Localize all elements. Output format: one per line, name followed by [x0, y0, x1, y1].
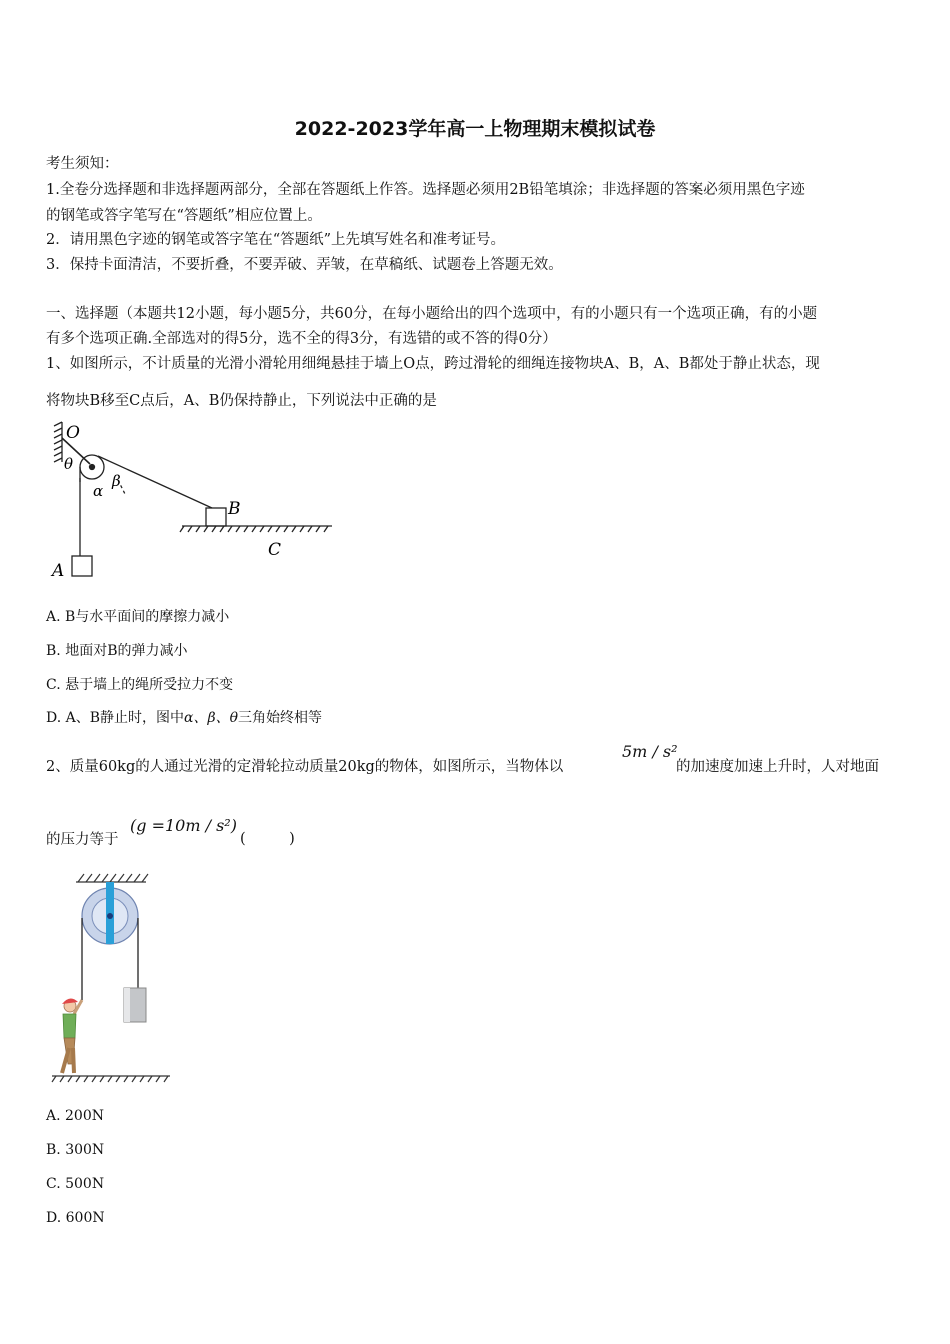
q1-stem-line-2: 将物块B移至C点后，A、B仍保持静止，下列说法中正确的是 — [46, 393, 437, 409]
q1-option-d-symbols: α、β、θ — [184, 710, 239, 726]
page-title: 2022-2023学年高一上物理期末模拟试卷 — [294, 118, 656, 140]
block-b — [206, 508, 226, 526]
q1-option-c[interactable]: C. 悬于墙上的绳所受拉力不变 — [46, 677, 234, 693]
label-a: A — [52, 561, 65, 581]
label-b: B — [228, 499, 241, 519]
section-heading-line-2: 有多个选项正确.全部选对的得5分，选不全的得3分，有选错的或不答的得0分） — [46, 331, 557, 347]
q2-stem-line-1-prefix: 2、质量60kg的人通过光滑的定滑轮拉动质量20kg的物体，如图所示，当物体以 — [46, 759, 564, 775]
label-o: O — [66, 423, 80, 443]
q1-option-d-suffix: 三角始终相等 — [238, 710, 323, 726]
person-body — [63, 1014, 76, 1038]
section-heading-line-1: 一、选择题（本题共12小题，每小题5分，共60分，在每小题给出的四个选项中，有的小题只有一个选项正确，有的小题 — [46, 306, 818, 322]
label-beta: β — [112, 472, 121, 490]
label-c: C — [268, 540, 282, 560]
notice-item-1: 1.全卷分选择题和非选择题两部分，全部在答题纸上作答。选择题必须用2B铅笔填涂；非选择题的答案必须用黑色字迹 — [46, 182, 805, 198]
label-alpha: α — [93, 482, 104, 500]
block-a — [72, 556, 92, 576]
q2-option-d[interactable]: D. 600N — [46, 1210, 105, 1226]
q2-answer-blank: ( ) — [240, 831, 295, 847]
q2-gravity: (g =10m / s²) — [130, 816, 237, 835]
notice-heading: 考生须知： — [46, 156, 119, 172]
notice-item-2: 2．请用黑色字迹的钢笔或答字笔在“答题纸”上先填写姓名和准考证号。 — [46, 232, 506, 248]
q1-option-d-prefix: D. A、B静止时，图中 — [46, 710, 185, 726]
q1-figure — [50, 418, 340, 586]
q2-acceleration: 5m / s² — [622, 742, 678, 761]
q2-option-b[interactable]: B. 300N — [46, 1142, 105, 1158]
q2-option-c[interactable]: C. 500N — [46, 1176, 105, 1192]
notice-item-1-cont: 的钢笔或答字笔写在“答题纸”相应位置上。 — [46, 208, 322, 224]
q1-option-a[interactable]: A. B与水平面间的摩擦力减小 — [46, 609, 230, 625]
q2-figure — [48, 868, 178, 1090]
q2-stem-line-1-suffix: 的加速度加速上升时，人对地面 — [676, 759, 879, 775]
notice-item-3: 3．保持卡面清洁，不要折叠，不要弄破、弄皱，在草稿纸、试题卷上答题无效。 — [46, 257, 563, 273]
q2-stem-line-2-prefix: 的压力等于 — [46, 832, 119, 848]
q1-option-b[interactable]: B. 地面对B的弹力减小 — [46, 643, 188, 659]
q1-stem-line-1: 1、如图所示，不计质量的光滑小滑轮用细绳悬挂于墙上O点，跨过滑轮的细绳连接物块A、B，A、B都处于静止状态，现 — [46, 356, 820, 372]
label-theta: θ — [64, 455, 74, 473]
q1-option-d[interactable] — [46, 707, 322, 727]
q2-option-a[interactable]: A. 200N — [46, 1108, 104, 1124]
